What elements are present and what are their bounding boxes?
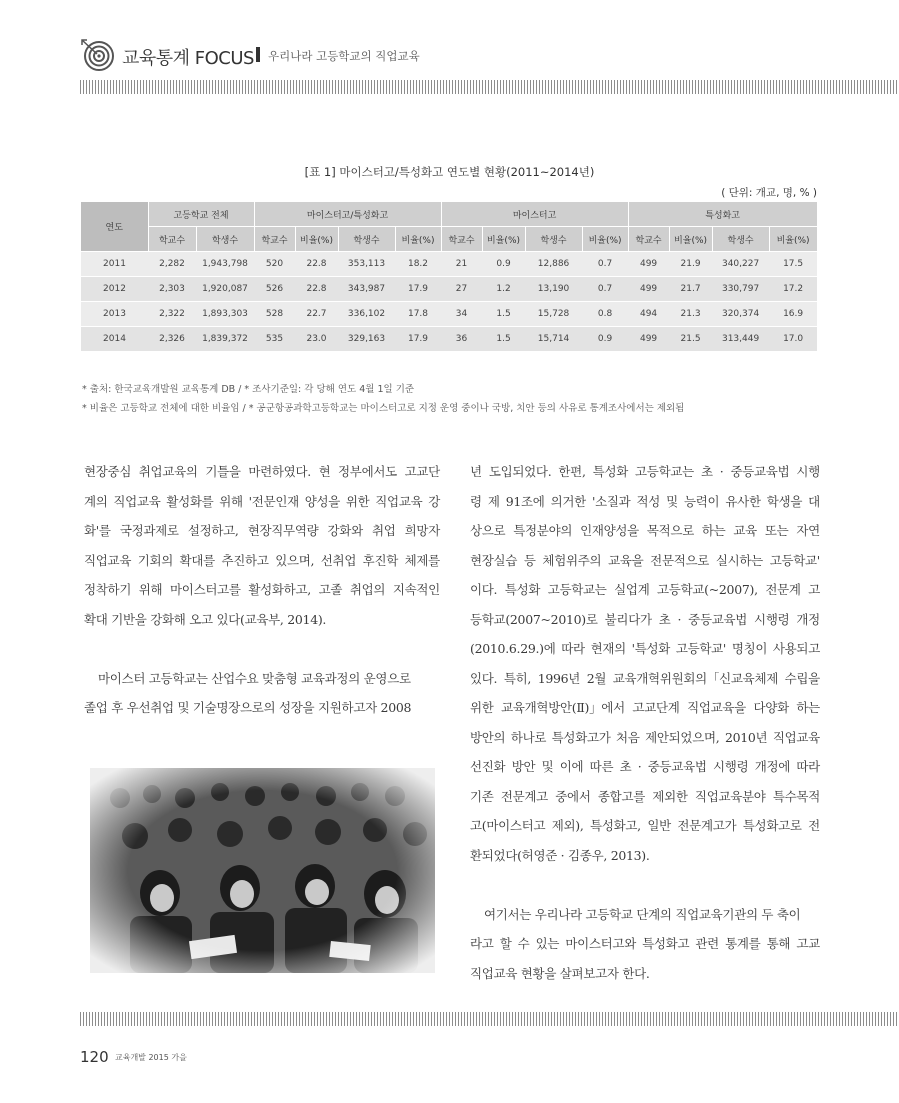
table-cell: 528 — [254, 302, 295, 327]
body-line: 고(마이스터고 제외), 특성화고, 일반 전문계고가 특성화고로 전 — [470, 818, 820, 833]
year-cell: 2013 — [81, 302, 148, 327]
table-row — [81, 277, 817, 302]
students-photo — [90, 768, 435, 973]
column-header: 학교수 — [628, 227, 669, 252]
table-cell: 494 — [628, 302, 669, 327]
body-line: 졸업 후 우선취업 및 기술명장으로의 성장을 지원하고자 2008 — [84, 700, 412, 715]
table-cell: 329,163 — [338, 327, 395, 352]
table-cell: 336,102 — [338, 302, 395, 327]
table-cell: 22.7 — [295, 302, 338, 327]
table-cell: 2,326 — [148, 327, 196, 352]
table-row — [81, 302, 817, 327]
body-line: 마이스터 고등학교는 산업수요 맞춤형 교육과정의 운영으로 — [98, 670, 411, 686]
column-header: 비율(%) — [769, 227, 817, 252]
table-cell: 23.0 — [295, 327, 338, 352]
table-cell: 17.9 — [395, 277, 441, 302]
table-cell: 27 — [441, 277, 482, 302]
column-header: 학생수 — [525, 227, 582, 252]
body-line: 있다. 특히, 1996년 2월 교육개혁위원회의「신교육체제 수립을 — [470, 670, 820, 686]
table-cell: 15,714 — [525, 327, 582, 352]
table-unit: ( 단위: 개교, 명, % ) — [721, 187, 817, 199]
left-column — [84, 457, 440, 723]
table-cell: 499 — [628, 252, 669, 277]
table-cell: 313,449 — [712, 327, 769, 352]
body-line: 년 도입되었다. 한편, 특성화 고등학교는 초 · 중등교육법 시행 — [470, 464, 820, 479]
body-line: 환되었다(허영준 · 김종우, 2013). — [470, 847, 650, 863]
body-line: 계의 직업교육 활성화를 위해 '전문인재 양성을 위한 직업교육 강 — [84, 493, 440, 509]
brand-title: 교육통계 FOCUS — [122, 48, 254, 69]
body-line: 기존 전문계고 중에서 종합고를 제외한 직업교육분야 특수목적 — [470, 788, 820, 804]
table-cell: 21.5 — [669, 327, 712, 352]
brand-divider — [256, 47, 260, 62]
body-line: 정착하기 위해 마이스터고를 활성화하고, 고졸 취업의 지속적인 — [84, 582, 440, 597]
classroom-students-image — [90, 768, 435, 973]
table-cell: 1,920,087 — [196, 277, 254, 302]
group-header: 마이스터고/특성화고 — [254, 202, 441, 227]
group-header: 고등학교 전체 — [148, 202, 254, 227]
table-cell: 2,303 — [148, 277, 196, 302]
table-cell: 520 — [254, 252, 295, 277]
table-cell: 0.9 — [582, 327, 628, 352]
column-header: 학생수 — [338, 227, 395, 252]
table-caption: [표 1] 마이스터고/특성화고 연도별 현황(2011~2014년) — [304, 165, 595, 179]
table-cell: 17.8 — [395, 302, 441, 327]
table-cell: 17.0 — [769, 327, 817, 352]
column-header: 비율(%) — [669, 227, 712, 252]
right-column — [470, 457, 820, 988]
target-logo-icon — [80, 38, 114, 72]
table-cell: 526 — [254, 277, 295, 302]
body-line: 령 제 91조에 의거한 '소질과 적성 및 능력이 유사한 학생을 대 — [470, 493, 820, 509]
column-header: 학교수 — [441, 227, 482, 252]
table-cell: 1,893,303 — [196, 302, 254, 327]
subheader-row — [81, 227, 817, 252]
table-cell: 16.9 — [769, 302, 817, 327]
table-cell: 2,322 — [148, 302, 196, 327]
table-cell: 535 — [254, 327, 295, 352]
body-line: 등학교(2007~2010)로 불리다가 초 · 중등교육법 시행령 개정 — [470, 611, 820, 627]
body-line: 여기서는 우리나라 고등학교 단계의 직업교육기관의 두 축이 — [484, 906, 801, 922]
table-cell: 21.9 — [669, 252, 712, 277]
header-year: 연도 — [81, 202, 148, 252]
table-cell: 1.5 — [482, 327, 525, 352]
journal-title: 교육개발 2015 가을 — [115, 1053, 187, 1062]
column-header: 비율(%) — [582, 227, 628, 252]
body-line: 현장중심 취업교육의 기틀을 마련하였다. 현 정부에서도 고교단 — [84, 464, 440, 479]
body-line: 확대 기반을 강화해 오고 있다(교육부, 2014). — [84, 611, 327, 627]
table-cell: 36 — [441, 327, 482, 352]
year-cell: 2014 — [81, 327, 148, 352]
table-cell: 21.7 — [669, 277, 712, 302]
table-row — [81, 252, 817, 277]
body-line: 라고 할 수 있는 마이스터고와 특성화고 관련 통계를 통해 고교 — [470, 936, 820, 951]
table-cell: 0.7 — [582, 277, 628, 302]
table-cell: 320,374 — [712, 302, 769, 327]
table-row — [81, 327, 817, 352]
table-cell: 1.2 — [482, 277, 525, 302]
footer-stripe — [80, 1012, 899, 1026]
table-footnote: * 출처: 한국교육개발원 교육통계 DB / * 조사기준일: 각 당해 연도 4월 1일 기준 — [82, 384, 415, 395]
table-cell: 499 — [628, 277, 669, 302]
table-cell: 0.9 — [482, 252, 525, 277]
column-header: 학교수 — [254, 227, 295, 252]
body-line: 선진화 방안 및 이에 따른 초 · 중등교육법 시행령 개정에 따라 — [470, 759, 820, 774]
body-line: (2010.6.29.)에 따라 현재의 '특성화 고등학교' 명칭이 사용되고 — [470, 641, 820, 656]
page-header — [80, 38, 820, 72]
table-cell: 499 — [628, 327, 669, 352]
table-cell: 0.8 — [582, 302, 628, 327]
table-cell: 34 — [441, 302, 482, 327]
group-header: 마이스터고 — [441, 202, 628, 227]
table-cell: 15,728 — [525, 302, 582, 327]
column-header: 학생수 — [712, 227, 769, 252]
stats-table — [81, 202, 818, 352]
body-line: 직업교육 현황을 살펴보고자 한다. — [470, 965, 650, 981]
table-cell: 18.2 — [395, 252, 441, 277]
group-header: 특성화고 — [628, 202, 817, 227]
table-cell: 13,190 — [525, 277, 582, 302]
table-footnote: * 비율은 고등학교 전체에 대한 비율임 / * 공군항공과학고등학교는 마이스터고로 지정 운영 중이나 국방, 치안 등의 사유로 통계조사에서는 제외됨 — [82, 403, 685, 414]
body-line: 이다. 특성화 고등학교는 실업계 고등학교(~2007), 전문계 고 — [470, 582, 820, 597]
table-cell: 22.8 — [295, 252, 338, 277]
table-cell: 21 — [441, 252, 482, 277]
table-cell: 17.5 — [769, 252, 817, 277]
page-number: 120 — [80, 1048, 109, 1066]
table-cell: 21.3 — [669, 302, 712, 327]
section-title: 우리나라 고등학교의 직업교육 — [268, 49, 420, 63]
table-cell: 22.8 — [295, 277, 338, 302]
column-header: 학교수 — [148, 227, 196, 252]
body-line: 위한 교육개혁방안(Ⅱ)」에서 고교단계 직업교육을 다양화 하는 — [470, 700, 820, 715]
table-cell: 17.9 — [395, 327, 441, 352]
table-cell: 0.7 — [582, 252, 628, 277]
table-cell: 2,282 — [148, 252, 196, 277]
body-line: 직업교육 기회의 확대를 추진하고 있으며, 선취업 후진학 체제를 — [84, 552, 440, 568]
year-cell: 2012 — [81, 277, 148, 302]
table-cell: 343,987 — [338, 277, 395, 302]
table-cell: 1,943,798 — [196, 252, 254, 277]
table-cell: 1.5 — [482, 302, 525, 327]
table-body — [81, 252, 817, 352]
table-cell: 340,227 — [712, 252, 769, 277]
body-line: 화'를 국정과제로 설정하고, 현장직무역량 강화와 취업 희망자 — [84, 523, 440, 538]
column-header: 비율(%) — [395, 227, 441, 252]
table-cell: 353,113 — [338, 252, 395, 277]
table-cell: 1,839,372 — [196, 327, 254, 352]
body-line: 상으로 특정분야의 인재양성을 목적으로 하는 교육 또는 자연 — [470, 523, 820, 538]
table-cell: 12,886 — [525, 252, 582, 277]
body-line: 현장실습 등 체험위주의 교육을 전문적으로 실시하는 고등학교' — [470, 552, 820, 568]
column-header: 학생수 — [196, 227, 254, 252]
body-line: 방안의 하나로 특성화고가 처음 제안되었으며, 2010년 직업교육 — [470, 729, 820, 745]
table-cell: 330,797 — [712, 277, 769, 302]
column-header: 비율(%) — [482, 227, 525, 252]
year-cell: 2011 — [81, 252, 148, 277]
header-stripe — [80, 80, 899, 94]
column-header: 비율(%) — [295, 227, 338, 252]
table-cell: 17.2 — [769, 277, 817, 302]
